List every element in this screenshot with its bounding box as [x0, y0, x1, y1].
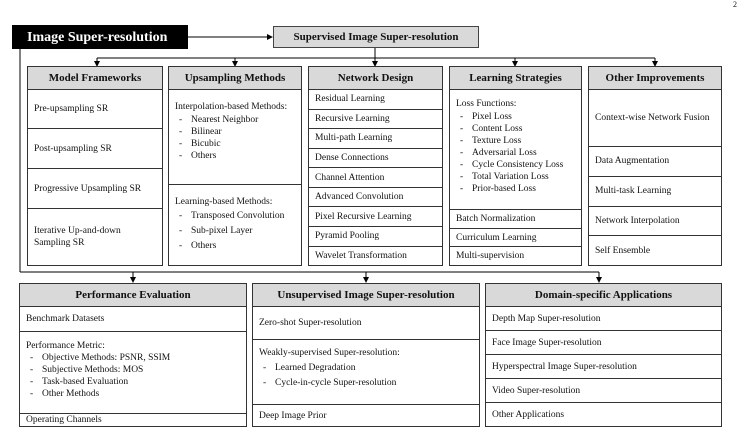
- list-item: Residual Learning: [309, 90, 442, 110]
- model-frameworks-title: Model Frameworks: [28, 67, 162, 90]
- network-design-title: Network Design: [309, 67, 442, 90]
- list-item: - Task-based Evaluation: [26, 376, 240, 388]
- list-item: Batch Normalization: [450, 210, 581, 229]
- list-item: Other Applications: [492, 409, 565, 420]
- list-item: Pixel Recursive Learning: [309, 207, 442, 227]
- list-item: Post-upsampling SR: [28, 129, 162, 169]
- list-item: Iterative Up-and-down Sampling SR: [34, 226, 121, 248]
- learning-based-title: Learning-based Methods:: [175, 197, 273, 207]
- list-item: - Total Variation Loss: [456, 171, 575, 183]
- list-item: Curriculum Learning: [450, 229, 581, 248]
- list-item: Network Interpolation: [589, 207, 721, 237]
- loss-functions-title: Loss Functions:: [456, 99, 517, 109]
- list-item: Recursive Learning: [309, 110, 442, 130]
- learning-strategies-box: [449, 66, 582, 266]
- list-item: Depth Map Super-resolution: [486, 307, 721, 331]
- other-improvements-title: Other Improvements: [589, 67, 721, 90]
- list-item: Progressive Upsampling SR: [28, 169, 162, 209]
- unsupervised-title: Unsupervised Image Super-resolution: [253, 284, 479, 307]
- other-improvements-box: [588, 66, 722, 266]
- list-item: Face Image Super-resolution: [486, 331, 721, 355]
- page-number: 2: [733, 0, 737, 9]
- list-item: - Texture Loss: [456, 135, 575, 147]
- interpolation-title: Interpolation-based Methods:: [175, 102, 288, 112]
- root-node: Image Super-resolution: [12, 25, 188, 49]
- list-item: Multi-task Learning: [589, 177, 721, 207]
- performance-metric-group: [20, 332, 246, 414]
- list-item: Multi-supervision: [456, 251, 525, 262]
- list-item: - Prior-based Loss: [456, 183, 575, 195]
- list-item: - Others: [175, 240, 295, 252]
- unsupervised-box: [252, 283, 480, 427]
- list-item: - Others: [175, 150, 295, 162]
- list-item: Self Ensemble: [595, 245, 651, 256]
- network-design-box: [308, 66, 443, 266]
- list-item: Wavelet Transformation: [315, 250, 407, 261]
- list-item: - Cycle-in-cycle Super-resolution: [259, 377, 473, 389]
- weakly-supervised-group: [253, 340, 479, 405]
- performance-metric-title: Performance Metric:: [26, 340, 105, 351]
- list-item: Pyramid Pooling: [309, 227, 442, 247]
- domain-applications-title: Domain-specific Applications: [486, 284, 721, 307]
- list-item: - Cycle Consistency Loss: [456, 159, 575, 171]
- performance-evaluation-box: [19, 283, 247, 427]
- list-item: Data Augmentation: [589, 147, 721, 177]
- supervised-node: Supervised Image Super-resolution: [273, 26, 479, 48]
- learning-based-group: [169, 185, 301, 265]
- loss-functions-group: [450, 90, 581, 210]
- list-item: Channel Attention: [309, 168, 442, 188]
- learning-strategies-title: Learning Strategies: [450, 67, 581, 90]
- list-item: Dense Connections: [309, 149, 442, 169]
- list-item: - Nearest Neighbor: [175, 114, 295, 126]
- list-item: - Bilinear: [175, 126, 295, 138]
- interpolation-group: [169, 90, 301, 185]
- domain-applications-box: [485, 283, 722, 427]
- upsampling-methods-box: [168, 66, 302, 266]
- list-item: Context-wise Network Fusion: [589, 90, 721, 147]
- list-item: - Other Methods: [26, 388, 240, 400]
- list-item: Pre-upsampling SR: [28, 90, 162, 129]
- list-item: - Sub-pixel Layer: [175, 225, 295, 237]
- list-item: Multi-path Learning: [309, 129, 442, 149]
- list-item: - Transposed Convolution: [175, 210, 295, 222]
- list-item: - Adversarial Loss: [456, 147, 575, 159]
- list-item: Deep Image Prior: [259, 410, 327, 421]
- list-item: - Objective Methods: PSNR, SSIM: [26, 352, 240, 364]
- list-item: - Learned Degradation: [259, 362, 473, 374]
- list-item: Advanced Convolution: [309, 188, 442, 208]
- list-item: Operating Channels: [26, 415, 102, 425]
- list-item: - Pixel Loss: [456, 111, 575, 123]
- list-item: Video Super-resolution: [486, 379, 721, 403]
- weakly-supervised-title: Weakly-supervised Super-resolution:: [259, 348, 400, 358]
- list-item: - Bicubic: [175, 138, 295, 150]
- model-frameworks-box: [27, 66, 163, 266]
- list-item: Zero-shot Super-resolution: [253, 307, 479, 340]
- performance-evaluation-title: Performance Evaluation: [20, 284, 246, 307]
- list-item: - Content Loss: [456, 123, 575, 135]
- list-item: Benchmark Datasets: [20, 307, 246, 332]
- list-item: Hyperspectral Image Super-resolution: [486, 355, 721, 379]
- list-item: - Subjective Methods: MOS: [26, 364, 240, 376]
- upsampling-methods-title: Upsampling Methods: [169, 67, 301, 90]
